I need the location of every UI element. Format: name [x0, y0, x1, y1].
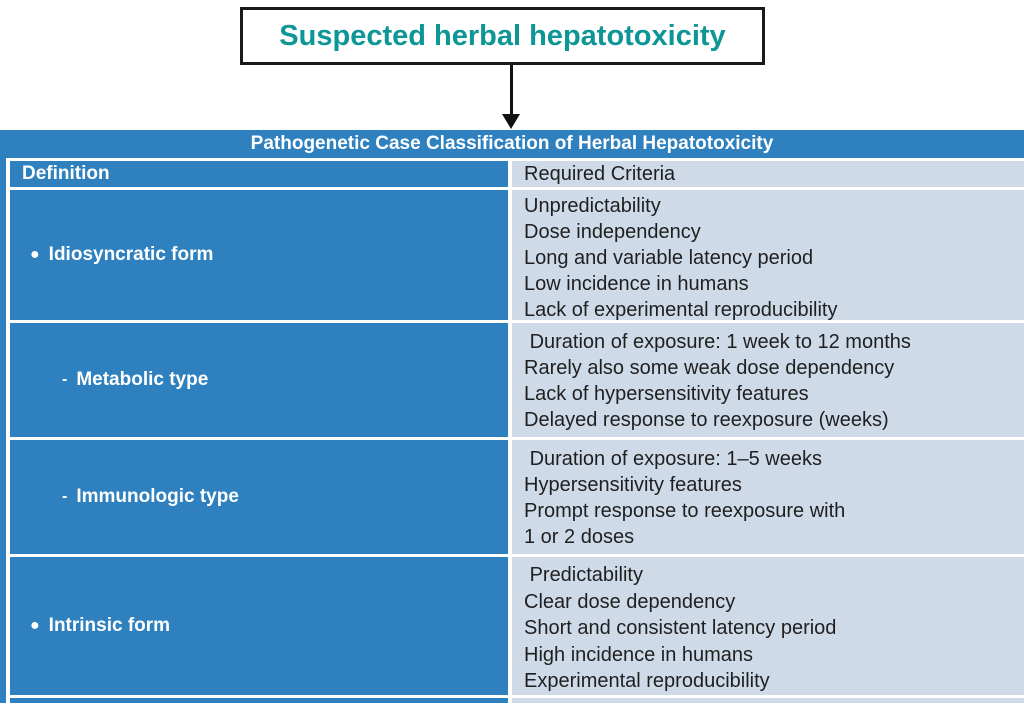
bullet-icon: ●	[30, 246, 40, 263]
table-bottom-border-left	[10, 698, 508, 703]
criteria-line: Prompt response to reexposure with	[524, 500, 846, 522]
criteria-line: Lack of hypersensitivity features	[524, 383, 809, 405]
criteria-line: Duration of exposure: 1–5 weeks	[524, 448, 822, 470]
criteria-line: Predictability	[524, 564, 643, 586]
definition-label: Idiosyncratic form	[48, 244, 214, 265]
criteria-line: Rarely also some weak dose dependency	[524, 357, 895, 379]
criteria-line: High incidence in humans	[524, 643, 754, 666]
table-bottom-border-right	[512, 698, 1024, 703]
criteria-line: 1 or 2 doses	[524, 526, 635, 548]
bullet-icon: ●	[30, 617, 40, 634]
criteria-line: Unpredictability	[524, 195, 661, 217]
criteria-line: Duration of exposure: 1 week to 12 months	[524, 331, 911, 353]
criteria-cell-idiosyncratic	[512, 190, 1024, 320]
criteria-line: Delayed response to reexposure (weeks)	[524, 409, 889, 431]
criteria-line: Low incidence in humans	[524, 273, 749, 295]
criteria-line: Short and consistent latency period	[524, 617, 837, 639]
criteria-cell-intrinsic	[512, 557, 1024, 695]
criteria-line: Dose independency	[524, 221, 701, 243]
definition-label: Immunologic type	[76, 486, 239, 507]
criteria-line: Clear dose dependency	[524, 590, 736, 613]
criteria-line: Hypersensitivity features	[524, 474, 742, 496]
definition-cell-immunologic	[10, 440, 508, 554]
definition-cell-idiosyncratic	[10, 190, 508, 320]
down-arrow-head-icon	[502, 114, 520, 129]
down-arrow-stem	[510, 65, 513, 115]
suspected-hepatotoxicity-box	[240, 7, 765, 65]
definition-cell-metabolic	[10, 323, 508, 437]
title-text: Suspected herbal hepatotoxicity	[279, 19, 726, 52]
dash-icon: -	[62, 488, 68, 505]
column-header-definition: Definition	[10, 161, 508, 187]
definition-label: Intrinsic form	[48, 615, 171, 636]
dash-icon: -	[62, 371, 68, 388]
criteria-cell-immunologic	[512, 440, 1024, 554]
criteria-line: Long and variable latency period	[524, 247, 814, 269]
definition-cell-intrinsic	[10, 557, 508, 695]
classification-table	[0, 130, 1024, 703]
column-header-required-criteria: Required Criteria	[512, 161, 1024, 187]
criteria-line: Lack of experimental reproducibility	[524, 299, 838, 321]
criteria-line: Experimental reproducibility	[524, 670, 770, 692]
table-title: Pathogenetic Case Classification of Herbal Hepatotoxicity	[0, 130, 1024, 158]
definition-label: Metabolic type	[76, 369, 209, 390]
criteria-cell-metabolic	[512, 323, 1024, 437]
